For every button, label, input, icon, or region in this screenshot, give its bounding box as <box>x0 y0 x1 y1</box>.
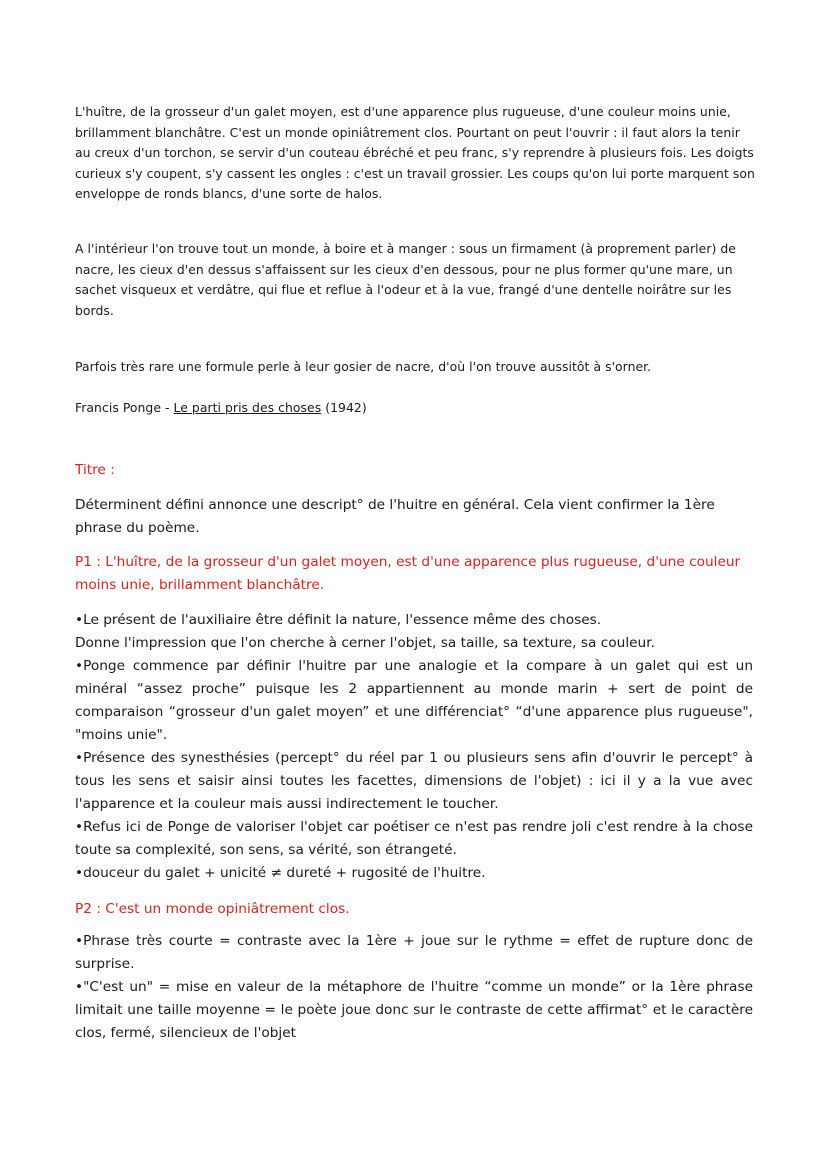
citation-author: Francis Ponge - <box>75 400 174 415</box>
poem-citation <box>75 398 755 419</box>
titre-heading: Titre : <box>75 462 115 478</box>
p1-point: •Ponge commence par définir l'huitre par une analogie et la compare à un galet qui est un minéral “assez proche” puisque les 2 appartiennent au monde marin + sert de point de comparaison “grosseur d'un galet moyen” et une différenciat° “d'une apparence plus rugueuse", "moins unie". <box>75 658 753 743</box>
p1-point: •Le présent de l'auxiliaire être définit la nature, l'essence même des choses. <box>75 612 602 628</box>
poem-paragraph-3: Parfois très rare une formule perle à leur gosier de nacre, d'où l'on trouve aussitôt à s'orner. <box>75 359 652 374</box>
p1-points <box>75 609 753 885</box>
poem-paragraph-1: L'huître, de la grosseur d'un galet moyen, est d'une apparence plus rugueuse, d'une couleur moins unie, brillamment blanchâtre. C'est un monde opiniâtrement clos. Pourtant on peut l'ouvrir : il faut alors la tenir au creux d'un torchon, se servir d'un couteau ébréché et peu franc, s'y reprendre à plusieurs fois. Les doigts curieux s'y coupent, s'y cassent les ongles : c'est un travail grossier. Les coups qu'on lui porte marquent son enveloppe de ronds blancs, d'une sorte de halos. <box>75 104 755 202</box>
p2-points <box>75 930 753 1045</box>
citation-year: (1942) <box>321 400 367 415</box>
p1-heading: P1 : L'huître, de la grosseur d'un galet moyen, est d'une apparence plus rugueuse, d'une couleur moins unie, brillamment blanchâtre. <box>75 554 741 593</box>
p2-heading: P2 : C'est un monde opiniâtrement clos. <box>75 901 350 917</box>
p1-point: •Refus ici de Ponge de valoriser l'objet car poétiser ce n'est pas rendre joli c'est rendre à la chose toute sa complexité, son sens, sa vérité, son étrangeté. <box>75 819 753 858</box>
p1-point: Donne l'impression que l'on cherche à cerner l'objet, sa taille, sa texture, sa couleur. <box>75 635 655 651</box>
p1-point: •Présence des synesthésies (percept° du réel par 1 ou plusieurs sens afin d'ouvrir le percept° à tous les sens et saisir ainsi toutes les facettes, dimensions de l'objet) : ici il y a la vue avec l'apparence et la couleur mais aussi indirectement le toucher. <box>75 750 753 812</box>
p2-point: •Phrase très courte = contraste avec la 1ère + joue sur le rythme = effet de rupture donc de surprise. <box>75 933 753 972</box>
p1-point: •douceur du galet + unicité ≠ dureté + rugosité de l'huitre. <box>75 865 486 881</box>
citation-work-title: Le parti pris des choses <box>173 400 322 415</box>
poem-paragraph-2: A l'intérieur l'on trouve tout un monde, à boire et à manger : sous un firmament (à proprement parler) de nacre, les cieux d'en dessus s'affaissent sur les cieux d'en dessous, pour ne plus former qu'une mare, un sachet visqueux et verdâtre, qui flue et reflue à l'odeur et à la vue, frangé d'une dentelle noirâtre sur les bords. <box>75 241 736 318</box>
p2-point: •"C'est un" = mise en valeur de la métaphore de l'huitre “comme un monde” or la 1ère phrase limitait une taille moyenne = le poète joue donc sur le contraste de cette affirmat° et le caractère clos, fermé, silencieux de l'objet <box>75 979 753 1041</box>
titre-text: Déterminent défini annonce une descript° de l'huitre en général. Cela vient confirmer la 1ère phrase du poème. <box>75 497 715 536</box>
